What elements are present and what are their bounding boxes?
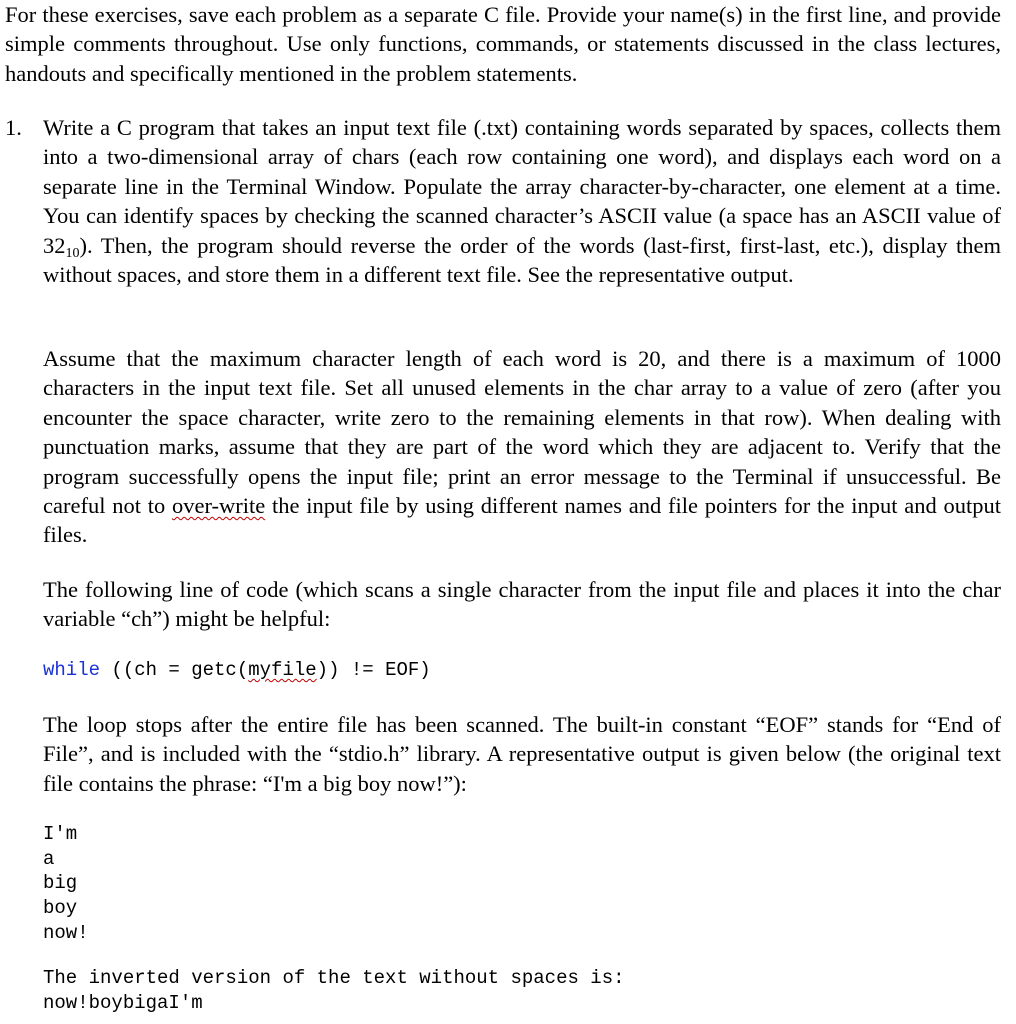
problem-paragraph-2 [43, 344, 1001, 550]
problem-paragraph-4: The loop stops after the entire file has been scanned. The built-in constant “EOF” stands for “End of File”, and is included with the “stdio.h” library. A representative output is given below (the original text file contains the phrase: “I'm a big boy now!”): [43, 712, 1001, 796]
output-word: I'm [43, 823, 78, 845]
problem-paragraph-3: The following line of code (which scans a single character from the input file and places it into the char variable “ch”) might be helpful: [43, 577, 1001, 632]
output-word: big [43, 872, 78, 895]
output-word: a [43, 847, 55, 870]
para2-text-b: the input file by using different names and file pointers for the input and output files. [43, 493, 1001, 548]
problem-number: 1. [5, 115, 22, 140]
intro-paragraph: For these exercises, save each problem as a separate C file. Provide your name(s) in the first line, and provide simple comments throughout. Use only functions, commands, or statements discussed in the class lectures, handouts and specifically mentioned in the problem statements. [5, 2, 1001, 86]
para1-text-a: Write a C program that takes an input text file (.txt) containing words separated by spaces, collects them into a two-dimensional array of chars (each row containing one word), and displays each word on a separate line in the Terminal Window. Populate the array character-by-character, one element at a time. You can identify spaces by checking the scanned character’s ASCII value (a space has an ASCII value of 32 [43, 115, 1001, 258]
code-text-a: ((ch = getc( [100, 659, 249, 681]
inverted-label: The inverted version of the text without spaces is: [43, 967, 625, 989]
code-snippet [43, 658, 431, 683]
code-text-b: )) != EOF) [316, 659, 431, 681]
para2-text-a: Assume that the maximum character length of each word is 20, and there is a maximum of 1000 characters in the input text file. Set all unused elements in the char array to a value of zero (after you encounter the space character, write zero to the remaining elements in that row). When dealing with punctuation marks, assume that they are part of the word which they are adjacent to. Verify that the program successfully opens the input file; print an error message to the Terminal if unsuccessful. Be careful not to [43, 346, 1001, 519]
problem-paragraph-1 [43, 113, 1001, 289]
output-word: boy [43, 897, 78, 920]
ascii-base-subscript: 10 [65, 245, 80, 261]
output-word: now! [43, 921, 89, 944]
code-keyword-while: while [43, 659, 101, 681]
inverted-value: now!boybigaI'm [43, 991, 203, 1014]
spellcheck-word-myfile: myfile [248, 659, 317, 681]
spellcheck-word-over-write: over-write [171, 493, 266, 519]
sample-output-words [43, 822, 89, 946]
para1-text-b: ). Then, the program should reverse the order of the words (last-first, first-last, etc.), display them without spaces, and store them in a different text file. See the representative output. [43, 232, 1001, 288]
sample-output-inverted [43, 966, 625, 1015]
